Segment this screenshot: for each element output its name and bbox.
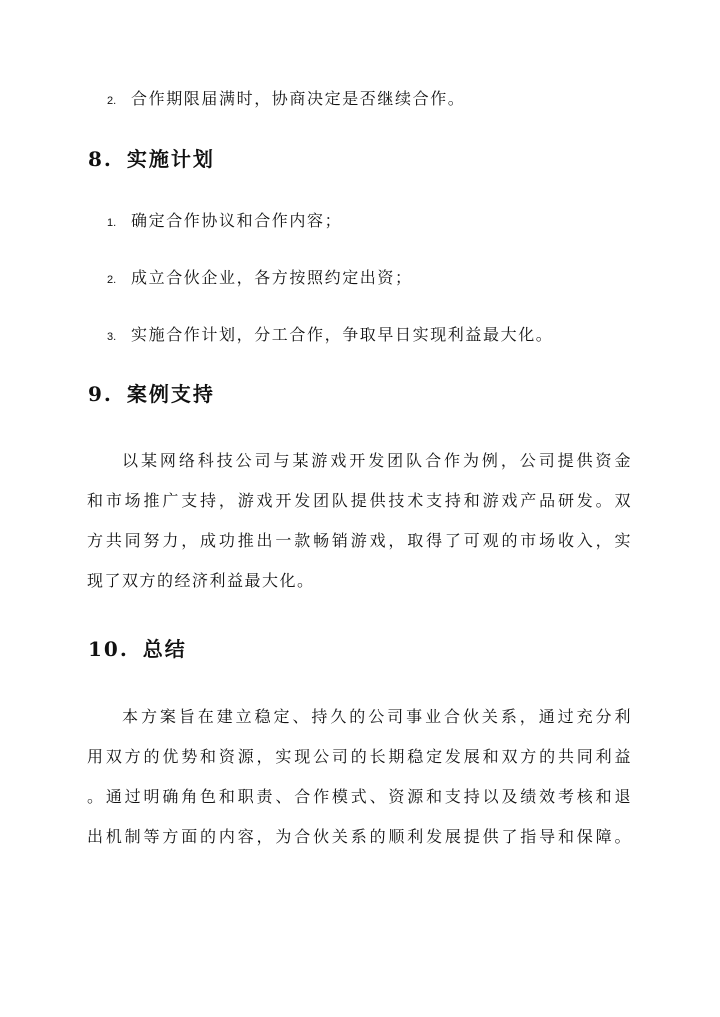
list-text: 确定合作协议和合作内容； <box>131 211 343 230</box>
case-paragraph <box>87 441 632 601</box>
paragraph-line: 本方案旨在建立稳定、持久的公司事业合伙关系，通过充分利 <box>122 707 632 726</box>
section-number: 8. <box>88 147 113 171</box>
paragraph-line: 用双方的优势和资源，实现公司的长期稳定发展和双方的共同利益 <box>87 747 632 766</box>
list-item <box>107 89 465 111</box>
section-heading-8 <box>88 146 215 172</box>
list-number: 2. <box>107 95 117 107</box>
paragraph-line: 方共同努力，成功推出一款畅销游戏，取得了可观的市场收入，实 <box>87 531 632 550</box>
section-title: 案例支持 <box>126 382 215 406</box>
paragraph-line: 以某网络科技公司与某游戏开发团队合作为例，公司提供资金 <box>122 451 632 470</box>
list-item <box>107 268 413 290</box>
paragraph-line: 和市场推广支持，游戏开发团队提供技术支持和游戏产品研发。双 <box>87 491 632 510</box>
list-item <box>107 211 342 233</box>
list-item <box>107 325 553 347</box>
section-title: 实施计划 <box>126 147 215 171</box>
paragraph-line: 现了双方的经济利益最大化。 <box>87 571 315 590</box>
list-number: 3. <box>107 331 117 343</box>
list-text: 合作期限届满时，协商决定是否继续合作。 <box>131 89 466 108</box>
paragraph-line: 。通过明确角色和职责、合作模式、资源和支持以及绩效考核和退 <box>87 787 632 806</box>
list-text: 实施合作计划，分工合作，争取早日实现利益最大化。 <box>131 325 554 344</box>
section-title: 总结 <box>142 637 187 661</box>
section-heading-10 <box>88 636 187 662</box>
list-text: 成立合伙企业，各方按照约定出资； <box>131 268 413 287</box>
summary-paragraph <box>87 697 632 857</box>
section-heading-9 <box>88 381 215 407</box>
list-number: 1. <box>107 217 117 229</box>
paragraph-line: 出机制等方面的内容，为合伙关系的顺利发展提供了指导和保障。 <box>87 827 632 846</box>
section-number: 10. <box>88 637 129 661</box>
list-number: 2. <box>107 274 117 286</box>
section-number: 9. <box>88 382 113 406</box>
